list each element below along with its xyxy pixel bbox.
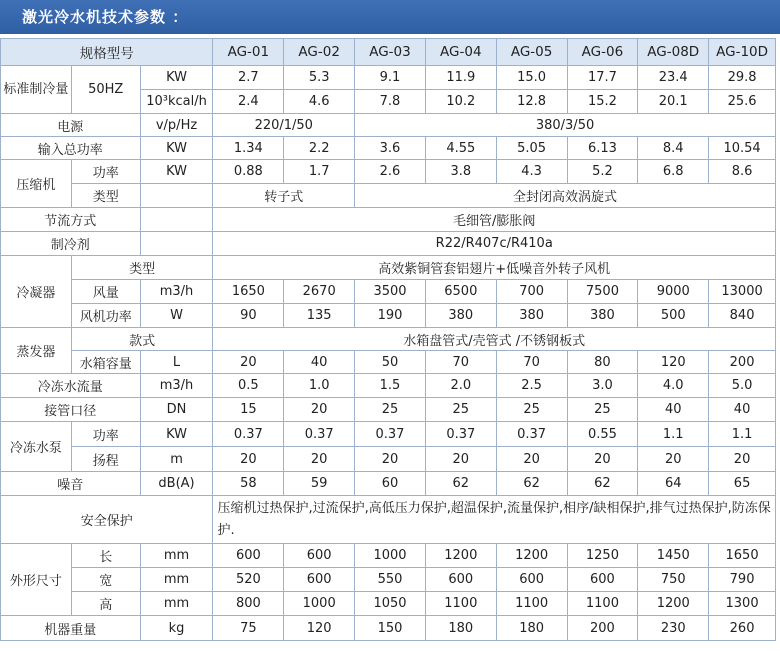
empty-cell [140, 184, 213, 208]
value-cell: 50 [355, 351, 426, 374]
empty-cell [140, 208, 213, 232]
value-cell: 840 [709, 304, 776, 328]
row-label: 电源 [1, 114, 141, 137]
table-row [1, 496, 776, 544]
value-cell: 15 [213, 398, 284, 422]
value-cell: 20 [284, 398, 355, 422]
row-sublabel: 类型 [71, 184, 140, 208]
value-cell: 1250 [567, 544, 638, 568]
model-header: AG-08D [638, 39, 709, 66]
unit-cell: m [140, 447, 213, 472]
model-header: AG-05 [496, 39, 567, 66]
value-cell: 62 [496, 472, 567, 496]
value-cell: 20 [496, 447, 567, 472]
table-row [1, 422, 776, 447]
row-label: 节流方式 [1, 208, 141, 232]
value-cell: 59 [284, 472, 355, 496]
value-cell: 1000 [284, 592, 355, 616]
value-cell: 水箱盘管式/壳管式 /不锈钢板式 [213, 328, 776, 351]
empty-cell [140, 232, 213, 256]
value-cell: 500 [638, 304, 709, 328]
row-sublabel: 高 [71, 592, 140, 616]
row-label: 冷冻水流量 [1, 374, 141, 398]
table-row [1, 351, 776, 374]
value-cell: 20 [213, 447, 284, 472]
value-cell: 2.4 [213, 90, 284, 114]
value-cell: 600 [284, 544, 355, 568]
value-cell: 120 [638, 351, 709, 374]
unit-cell: KW [140, 66, 213, 90]
value-cell: 380/3/50 [355, 114, 776, 137]
value-cell: 15.0 [496, 66, 567, 90]
value-cell: 13000 [709, 280, 776, 304]
model-header: AG-04 [425, 39, 496, 66]
table-row [1, 616, 776, 641]
value-cell: 23.4 [638, 66, 709, 90]
value-cell: 20 [567, 447, 638, 472]
value-cell: 6.8 [638, 160, 709, 184]
value-cell: 40 [709, 398, 776, 422]
value-cell: 4.55 [425, 137, 496, 160]
value-cell: 25 [425, 398, 496, 422]
value-cell: 180 [425, 616, 496, 641]
value-cell: 7500 [567, 280, 638, 304]
value-cell: 1100 [425, 592, 496, 616]
unit-cell: m3/h [140, 280, 213, 304]
value-cell: 600 [496, 568, 567, 592]
value-cell: 200 [709, 351, 776, 374]
value-cell: 60 [355, 472, 426, 496]
row-label: 冷冻水泵 [1, 422, 72, 472]
value-cell: 3.6 [355, 137, 426, 160]
value-cell: R22/R407c/R410a [213, 232, 776, 256]
value-cell: 20 [355, 447, 426, 472]
row-sublabel: 扬程 [71, 447, 140, 472]
row-sublabel: 类型 [71, 256, 213, 280]
value-cell: 62 [567, 472, 638, 496]
value-cell: 20 [213, 351, 284, 374]
value-cell: 1300 [709, 592, 776, 616]
unit-cell: W [140, 304, 213, 328]
row-label: 标准制冷量 [1, 66, 72, 114]
value-cell: 230 [638, 616, 709, 641]
table-row [1, 568, 776, 592]
value-cell: 20 [284, 447, 355, 472]
value-cell: 4.0 [638, 374, 709, 398]
value-cell: 2670 [284, 280, 355, 304]
row-sublabel: 功率 [71, 160, 140, 184]
value-cell: 75 [213, 616, 284, 641]
value-cell: 5.3 [284, 66, 355, 90]
row-label: 接管口径 [1, 398, 141, 422]
value-cell: 1.34 [213, 137, 284, 160]
value-cell: 520 [213, 568, 284, 592]
value-cell: 11.9 [425, 66, 496, 90]
value-cell: 1.5 [355, 374, 426, 398]
value-cell: 260 [709, 616, 776, 641]
model-header-label: 规格型号 [1, 39, 213, 66]
value-cell: 1.7 [284, 160, 355, 184]
table-row [1, 208, 776, 232]
table-row [1, 66, 776, 90]
header-row [1, 39, 776, 66]
value-cell: 750 [638, 568, 709, 592]
value-cell: 25 [567, 398, 638, 422]
value-cell: 8.6 [709, 160, 776, 184]
value-cell: 0.37 [496, 422, 567, 447]
value-cell: 62 [425, 472, 496, 496]
table-row [1, 137, 776, 160]
value-cell: 600 [213, 544, 284, 568]
unit-cell: L [140, 351, 213, 374]
value-cell: 20 [425, 447, 496, 472]
unit-cell: mm [140, 592, 213, 616]
unit-cell: v/p/Hz [140, 114, 213, 137]
value-cell: 190 [355, 304, 426, 328]
value-cell: 380 [425, 304, 496, 328]
value-cell: 150 [355, 616, 426, 641]
table-row [1, 280, 776, 304]
value-cell: 0.5 [213, 374, 284, 398]
value-cell: 全封闭高效涡旋式 [355, 184, 776, 208]
row-label: 冷凝器 [1, 256, 72, 328]
value-cell: 1.0 [284, 374, 355, 398]
row-sublabel: 宽 [71, 568, 140, 592]
value-cell: 1.1 [638, 422, 709, 447]
value-cell: 7.8 [355, 90, 426, 114]
value-cell: 40 [638, 398, 709, 422]
value-cell: 高效紫铜管套铝翅片+低噪音外转子风机 [213, 256, 776, 280]
row-label: 噪音 [1, 472, 141, 496]
table-row [1, 374, 776, 398]
value-cell: 5.05 [496, 137, 567, 160]
row-label: 外形尺寸 [1, 544, 72, 616]
value-cell: 700 [496, 280, 567, 304]
value-cell: 790 [709, 568, 776, 592]
value-cell: 380 [567, 304, 638, 328]
value-cell: 9.1 [355, 66, 426, 90]
value-cell: 2.6 [355, 160, 426, 184]
value-cell: 1200 [496, 544, 567, 568]
value-cell: 4.3 [496, 160, 567, 184]
unit-cell: KW [140, 422, 213, 447]
value-cell: 25 [355, 398, 426, 422]
row-sublabel: 风量 [71, 280, 140, 304]
value-cell: 380 [496, 304, 567, 328]
value-cell: 0.37 [213, 422, 284, 447]
value-cell: 9000 [638, 280, 709, 304]
value-cell: 6.13 [567, 137, 638, 160]
unit-cell: mm [140, 568, 213, 592]
value-cell: 200 [567, 616, 638, 641]
value-cell: 1650 [213, 280, 284, 304]
value-cell: 20.1 [638, 90, 709, 114]
value-cell: 1650 [709, 544, 776, 568]
value-cell: 0.37 [284, 422, 355, 447]
value-cell: 1000 [355, 544, 426, 568]
value-cell: 12.8 [496, 90, 567, 114]
value-cell: 20 [638, 447, 709, 472]
value-cell: 3500 [355, 280, 426, 304]
table-row [1, 592, 776, 616]
value-cell: 1450 [638, 544, 709, 568]
table-row [1, 447, 776, 472]
unit-cell: m3/h [140, 374, 213, 398]
row-sublabel: 风机功率 [71, 304, 140, 328]
model-header: AG-01 [213, 39, 284, 66]
value-cell: 70 [425, 351, 496, 374]
value-cell: 65 [709, 472, 776, 496]
value-cell: 220/1/50 [213, 114, 355, 137]
row-sublabel: 款式 [71, 328, 213, 351]
value-cell: 800 [213, 592, 284, 616]
value-cell: 1100 [496, 592, 567, 616]
value-cell: 4.6 [284, 90, 355, 114]
value-cell: 10.54 [709, 137, 776, 160]
value-cell: 转子式 [213, 184, 355, 208]
value-cell: 2.5 [496, 374, 567, 398]
value-cell: 70 [496, 351, 567, 374]
row-label: 压缩机 [1, 160, 72, 208]
table-row [1, 544, 776, 568]
value-cell: 5.2 [567, 160, 638, 184]
value-cell: 3.0 [567, 374, 638, 398]
row-label: 蒸发器 [1, 328, 72, 374]
unit-cell: KW [140, 137, 213, 160]
value-cell: 17.7 [567, 66, 638, 90]
value-cell: 1.1 [709, 422, 776, 447]
value-cell: 1050 [355, 592, 426, 616]
table-row [1, 256, 776, 280]
table-row [1, 472, 776, 496]
spec-table [0, 38, 776, 641]
value-cell: 毛细管/膨胀阀 [213, 208, 776, 232]
value-cell: 3.8 [425, 160, 496, 184]
table-row [1, 304, 776, 328]
row-sublabel: 功率 [71, 422, 140, 447]
value-cell: 600 [284, 568, 355, 592]
model-header: AG-06 [567, 39, 638, 66]
value-cell: 58 [213, 472, 284, 496]
value-cell: 64 [638, 472, 709, 496]
model-header: AG-10D [709, 39, 776, 66]
unit-cell: kg [140, 616, 213, 641]
value-cell: 15.2 [567, 90, 638, 114]
page-title: 激光冷水机技术参数 ： [0, 0, 780, 34]
value-cell: 0.37 [425, 422, 496, 447]
value-cell: 25 [496, 398, 567, 422]
unit-cell: dB(A) [140, 472, 213, 496]
value-cell: 180 [496, 616, 567, 641]
value-cell: 120 [284, 616, 355, 641]
row-sublabel: 50HZ [71, 66, 140, 114]
value-cell: 90 [213, 304, 284, 328]
row-sublabel: 水箱容量 [71, 351, 140, 374]
value-cell: 2.0 [425, 374, 496, 398]
value-cell: 2.7 [213, 66, 284, 90]
table-row [1, 232, 776, 256]
value-cell: 8.4 [638, 137, 709, 160]
table-row [1, 398, 776, 422]
value-cell: 5.0 [709, 374, 776, 398]
unit-cell: DN [140, 398, 213, 422]
model-header: AG-03 [355, 39, 426, 66]
value-cell: 25.6 [709, 90, 776, 114]
model-header: AG-02 [284, 39, 355, 66]
table-row [1, 160, 776, 184]
value-cell: 0.37 [355, 422, 426, 447]
value-cell: 1200 [425, 544, 496, 568]
value-cell: 1100 [567, 592, 638, 616]
table-row [1, 114, 776, 137]
row-label: 输入总功率 [1, 137, 141, 160]
value-cell: 6500 [425, 280, 496, 304]
value-cell: 600 [567, 568, 638, 592]
value-cell: 0.88 [213, 160, 284, 184]
value-cell: 20 [709, 447, 776, 472]
value-cell: 550 [355, 568, 426, 592]
row-label: 机器重量 [1, 616, 141, 641]
value-cell: 压缩机过热保护,过流保护,高低压力保护,超温保护,流量保护,相序/缺相保护,排气过热保护,防冻保护. [213, 496, 776, 544]
value-cell: 0.55 [567, 422, 638, 447]
unit-cell: mm [140, 544, 213, 568]
table-row [1, 184, 776, 208]
value-cell: 135 [284, 304, 355, 328]
unit-cell: KW [140, 160, 213, 184]
table-row [1, 328, 776, 351]
value-cell: 29.8 [709, 66, 776, 90]
row-sublabel: 长 [71, 544, 140, 568]
unit-cell: 10³kcal/h [140, 90, 213, 114]
value-cell: 80 [567, 351, 638, 374]
value-cell: 600 [425, 568, 496, 592]
row-label: 制冷剂 [1, 232, 141, 256]
value-cell: 2.2 [284, 137, 355, 160]
value-cell: 40 [284, 351, 355, 374]
value-cell: 10.2 [425, 90, 496, 114]
value-cell: 1200 [638, 592, 709, 616]
row-label: 安全保护 [1, 496, 213, 544]
